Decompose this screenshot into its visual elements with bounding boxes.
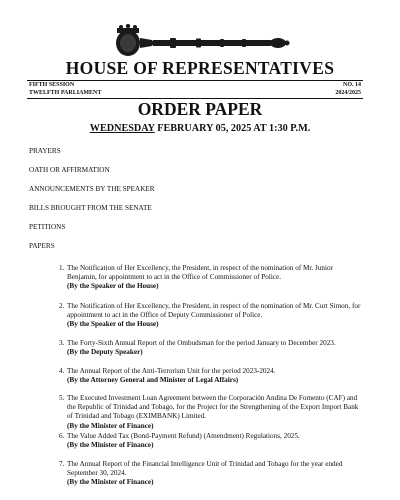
paper-description: The Notification of Her Excellency, the President, in respect of the nomination of Mr. Curt Simon, for appointment to act in the Office of Deputy Commissioner of Police. — [67, 302, 361, 320]
paper-sponsor: (By the Deputy Speaker) — [67, 348, 143, 357]
paper-number: 2. — [59, 302, 65, 310]
section-heading-oath: OATH OR AFFIRMATION — [29, 166, 110, 174]
order-paper-number: NO. 14 — [343, 82, 361, 88]
paper-description: The Annual Report of the Financial Intelligence Unit of Trinidad and Tobago for the year ended September 30, 2024. — [67, 460, 343, 478]
paper-sponsor: (By the Attorney General and Minister of Legal Affairs) — [67, 376, 239, 385]
paper-description: The Notification of Her Excellency, the President, in respect of the nomination of Mr. Junior Benjamin, for appointment to act in the Office of Commissioner of Police. — [67, 264, 333, 282]
paper-number: 5. — [59, 394, 65, 402]
paper-number: 7. — [59, 460, 65, 468]
parliament-label: TWELFTH PARLIAMENT — [29, 90, 102, 96]
sitting-day: WEDNESDAY — [89, 123, 155, 134]
paper-sponsor: (By the Minister of Finance) — [67, 478, 154, 487]
paper-body — [67, 460, 363, 488]
sitting-date-time: FEBRUARY 05, 2025 AT 1:30 P.M. — [154, 123, 311, 134]
paper-number: 3. — [59, 339, 65, 347]
section-heading-petitions: PETITIONS — [29, 223, 66, 231]
session-year: 2024/2025 — [335, 90, 361, 96]
section-heading-bills-from-senate: BILLS BROUGHT FROM THE SENATE — [29, 204, 152, 212]
paper-number: 4. — [59, 367, 65, 375]
paper-number: 1. — [59, 264, 65, 272]
paper-sponsor: (By the Speaker of the House) — [67, 320, 159, 329]
paper-description: The Value Added Tax (Bond-Payment Refund) (Amendment) Regulations, 2025. — [67, 432, 300, 440]
paper-body — [67, 339, 363, 357]
document-title: ORDER PAPER — [137, 99, 263, 119]
paper-description: The Annual Report of the Anti-Terrorism Unit for the period 2023-2024. — [67, 367, 276, 375]
section-heading-papers: PAPERS — [29, 242, 55, 250]
paper-body — [67, 367, 363, 385]
paper-description: The Executed Investment Loan Agreement between the Corporación Andina De Fomento (CAF) and the Republic of Trinidad and Tobago, for the Project for the Strengthening of the Export Import Bank of Trinidad and Tobago (EXIMBANK) Limited. — [67, 394, 359, 421]
section-heading-announcements: ANNOUNCEMENTS BY THE SPEAKER — [29, 185, 155, 193]
paper-sponsor: (By the Speaker of the House) — [67, 282, 159, 291]
paper-sponsor: (By the Minister of Finance) — [67, 421, 154, 430]
paper-body — [67, 302, 363, 330]
paper-number: 6. — [59, 432, 65, 440]
house-title: HOUSE OF REPRESENTATIVES — [65, 58, 335, 78]
paper-body — [67, 264, 363, 292]
paper-body — [67, 394, 363, 431]
paper-body — [67, 432, 363, 450]
paper-sponsor: (By the Minister of Finance) — [67, 441, 154, 450]
paper-description: The Forty-Sixth Annual Report of the Ombudsman for the period January to December 2023. — [67, 339, 336, 347]
session-label: FIFTH SESSION — [29, 82, 75, 88]
section-heading-prayers: PRAYERS — [29, 147, 61, 155]
